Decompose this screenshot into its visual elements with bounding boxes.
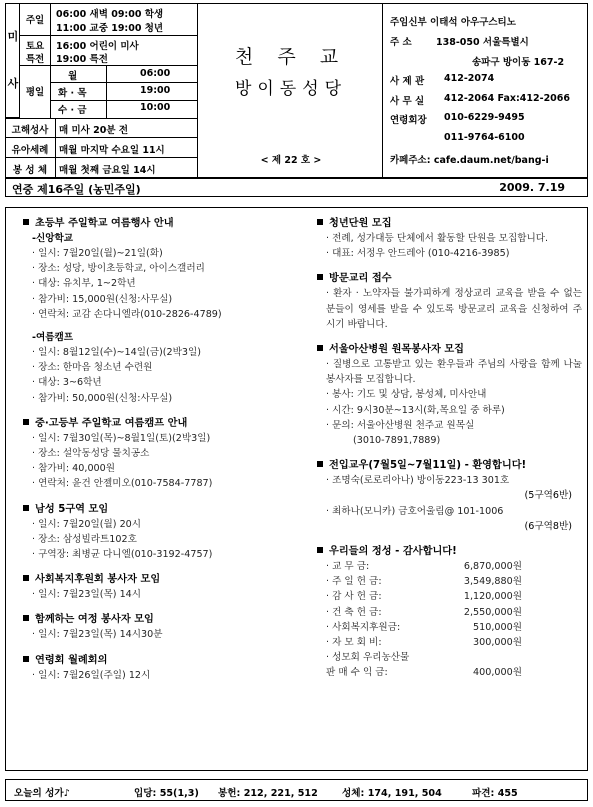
bullet-square-icon	[23, 615, 29, 621]
title-block	[199, 4, 383, 177]
list-item: · 참가비: 40,000원	[32, 463, 116, 475]
subsection-title: -여름캠프	[32, 332, 74, 344]
section-title: 연령회 월례회의	[35, 654, 108, 666]
list-item: · 일시: 7월20일(월)~21일(화)	[32, 248, 163, 259]
adoration-text: 매월 첫째 금요일 14시	[59, 165, 156, 176]
section-district-meeting	[23, 502, 297, 563]
infant-baptism-text: 매월 마지막 수요일 11시	[59, 145, 165, 156]
subsection-title: -신앙학교	[32, 233, 74, 244]
paragraph: · 전례, 성가대등 단체에서 활동할 단원을 모집합니다.	[326, 233, 549, 244]
weekday-day-3: 수 · 금	[58, 105, 87, 116]
council-label: 연령회장	[390, 115, 427, 126]
offering-label: · 주 일 헌 금:	[326, 576, 382, 588]
address-label: 주 소	[390, 37, 412, 48]
section-title: 청년단원 모집	[329, 218, 392, 229]
section-title: 서울아산병원 원목봉사자 모집	[329, 344, 465, 356]
section-monthly-meeting	[23, 653, 297, 683]
offering-amount: 510,000원	[473, 621, 522, 633]
left-column	[23, 216, 297, 683]
weekday-time-2: 19:00	[140, 85, 171, 96]
confession-text: 매 미사 20분 전	[59, 125, 129, 136]
rectory-label: 사 제 관	[390, 76, 425, 87]
offering-row	[317, 559, 582, 574]
section-title: 함께하는 여정 봉사자 모임	[35, 614, 154, 626]
list-item: · 일시: 7월30일(목)~8월1일(토)(2박3일)	[32, 432, 211, 444]
offering-label: 판 매 수 익 금:	[326, 667, 388, 679]
parish-info	[384, 4, 588, 177]
district-note: (6구역8반)	[524, 520, 572, 532]
weekday-label: 평일	[25, 87, 45, 98]
list-item: · 참가비: 15,000원(신청:사무실)	[32, 293, 173, 305]
section-summer-school	[23, 216, 297, 406]
list-item: · 시간: 9시30분~13시(화,목요일 중 하루)	[326, 404, 505, 416]
bullet-square-icon	[317, 547, 323, 553]
list-item: · 구역장: 최병균 다니엘(010-3192-4757)	[32, 549, 213, 561]
offering-row	[317, 589, 582, 604]
list-item: · 문의: 서울아산병원 천주교 원목실	[326, 419, 475, 431]
section-youth-camp	[23, 416, 297, 492]
cafe-address: 카페주소: cafe.daum.net/bang-i	[390, 155, 549, 166]
mass-char-2: 사	[7, 77, 19, 90]
saturday-label-2: 특전	[25, 54, 45, 65]
list-item: · 장소: 성당, 방이초등학교, 아이스갤러리	[32, 263, 205, 275]
list-item: · 일시: 8월12일(수)~14일(금)(2박3일)	[32, 347, 202, 359]
hymn-recessional: 파견: 455	[472, 788, 518, 799]
bullet-square-icon	[23, 575, 29, 581]
list-item: · 대표: 서정우 안드레아 (010-4216-3985)	[326, 248, 510, 260]
adoration-label: 봉 성 체	[12, 165, 48, 176]
announcements	[5, 207, 588, 771]
weekday-day-2: 화 · 목	[58, 88, 87, 99]
paragraph: · 환자 · 노약자들 불가피하게 정상교리 교육을 받을 수 없는 분들이 영세를 받을 수 있도록 방문교리 교육을 신청하여 주시기 바랍니다.	[326, 288, 582, 330]
bullet-square-icon	[23, 419, 29, 425]
list-item: · 참가비: 50,000원(신청:사무실)	[32, 392, 173, 404]
section-title: 사회복지후원회 봉사자 모임	[35, 574, 161, 586]
saturday-label-1: 토요	[25, 41, 45, 52]
weekday-time-1: 06:00	[140, 68, 171, 79]
church-title-2: 방이동성당	[234, 79, 348, 99]
bullet-square-icon	[23, 656, 29, 662]
sunday-label: 주일	[25, 15, 45, 26]
list-item: · 일시: 7월23일(목) 14시	[32, 589, 142, 601]
bullet-square-icon	[23, 219, 29, 225]
offering-amount: 300,000원	[473, 637, 522, 649]
church-title-1: 천 주 교	[234, 46, 348, 68]
hymn-bar	[5, 779, 588, 801]
liturgical-week: 연중 제16주일 (농민주일)	[12, 183, 141, 196]
list-item: · 대상: 3~6학년	[32, 377, 102, 389]
list-item: (3010-7891,7889)	[353, 435, 441, 447]
week-bar	[5, 178, 588, 197]
section-title: 전입교우(7월5일~7월11일) - 환영합니다!	[329, 460, 527, 472]
hymn-entrance: 입당: 55(1,3)	[134, 788, 199, 799]
offering-amount: 2,550,000원	[463, 606, 522, 618]
offering-row	[317, 635, 582, 650]
section-title: 초등부 주일학교 여름행사 안내	[35, 218, 174, 229]
offering-amount: 6,870,000원	[463, 561, 522, 573]
offering-label: · 건 축 헌 금:	[326, 606, 382, 618]
section-welfare-meeting	[23, 572, 297, 602]
offering-label: · 사회복지후원금:	[326, 621, 401, 633]
list-item: · 일시: 7월20일(월) 20시	[32, 518, 142, 530]
district-note: (5구역6반)	[524, 490, 572, 502]
offering-label: · 교 무 금:	[326, 561, 370, 573]
bullet-square-icon	[317, 219, 323, 225]
list-item: · 최하나(모니카) 금호어울림@ 101-1006	[326, 505, 504, 517]
section-offerings	[317, 544, 582, 681]
offering-amount: 1,120,000원	[463, 591, 522, 603]
list-item: · 대상: 유치부, 1~2학년	[32, 278, 136, 290]
address-line-1: 138-050 서울특별시	[436, 37, 529, 48]
list-item: · 장소: 삼성빌라트102호	[32, 533, 137, 545]
section-title: 방문교리 접수	[329, 273, 392, 285]
list-item: · 연락처: 교감 손다니엘라(010-2826-4789)	[32, 308, 222, 320]
right-column	[317, 216, 582, 681]
sunday-times-1: 06:00 새벽 09:00 학생	[56, 9, 164, 20]
list-item: · 조명숙(로로리아나) 방이동223-13 301호	[326, 475, 510, 487]
address-line-2: 송파구 방이동 167-2	[472, 57, 565, 68]
bullet-square-icon	[317, 274, 323, 280]
section-new-parishioners	[317, 458, 582, 534]
list-item: · 장소: 설악동성당 물치공소	[32, 448, 150, 460]
sunday-times-2: 11:00 교중 19:00 청년	[56, 23, 164, 34]
offering-row	[317, 605, 582, 620]
mass-label	[6, 4, 20, 118]
offering-row	[317, 650, 582, 665]
office-label: 사 무 실	[390, 96, 425, 107]
offering-row	[317, 574, 582, 589]
mass-schedule	[6, 4, 198, 177]
paragraph: · 질병으로 고통받고 있는 환우들과 주님의 사랑을 함께 나눌 봉사자를 모집합니다.	[326, 359, 582, 386]
list-item: · 연락처: 윤건 안젤미오(010-7584-7787)	[32, 478, 213, 490]
hymn-offertory: 봉헌: 212, 221, 512	[218, 788, 318, 799]
bullet-square-icon	[317, 461, 323, 467]
section-home-catechism	[317, 271, 582, 332]
offering-label: · 감 사 헌 금:	[326, 591, 382, 603]
list-item: · 일시: 7월23일(목) 14시30분	[32, 629, 163, 641]
offering-label: · 성모회 우리농산물	[326, 652, 410, 664]
list-item: · 장소: 한마음 청소년 수련원	[32, 362, 153, 374]
bullet-square-icon	[23, 505, 29, 511]
offering-row	[317, 665, 582, 680]
offering-row	[317, 620, 582, 635]
hymn-communion: 성체: 174, 191, 504	[342, 788, 442, 799]
section-journey-meeting	[23, 612, 297, 642]
section-title: 남성 5구역 모임	[35, 503, 109, 515]
council-phone-2: 011-9764-6100	[444, 132, 525, 143]
list-item: · 일시: 7월26일(주일) 12시	[32, 669, 151, 681]
office-phone: 412-2064 Fax:412-2066	[444, 93, 571, 104]
saturday-times-2: 19:00 특전	[56, 54, 108, 65]
weekday-time-3: 10:00	[140, 102, 171, 113]
rectory-phone: 412-2074	[444, 73, 495, 84]
bulletin-header	[5, 3, 588, 178]
offering-label: · 자 모 회 비:	[326, 637, 382, 649]
section-title: 우리들의 정성 - 감사합니다!	[329, 546, 457, 558]
weekday-day-1: 월	[68, 71, 78, 82]
offering-amount: 400,000원	[473, 667, 522, 679]
section-title: 중·고등부 주일학교 여름캠프 안내	[35, 417, 188, 429]
council-phone-1: 010-6229-9495	[444, 112, 525, 123]
bulletin-date: 2009. 7.19	[499, 181, 565, 194]
offerings-list	[317, 559, 582, 681]
section-hospital-volunteers	[317, 342, 582, 448]
saturday-times-1: 16:00 어린이 미사	[56, 41, 139, 52]
bullet-square-icon	[317, 345, 323, 351]
issue-number: < 제 22 호 >	[260, 155, 322, 166]
infant-baptism-label: 유아세례	[11, 145, 49, 156]
hymn-label: 오늘의 성가♪	[14, 788, 70, 799]
pastor: 주임신부 이태석 아우구스티노	[390, 17, 516, 28]
mass-char-1: 미	[7, 30, 19, 43]
section-youth-recruit	[317, 216, 582, 261]
list-item: · 봉사: 기도 및 상담, 봉성체, 미사안내	[326, 389, 487, 401]
offering-amount: 3,549,880원	[463, 576, 522, 588]
confession-label: 고해성사	[11, 125, 49, 136]
